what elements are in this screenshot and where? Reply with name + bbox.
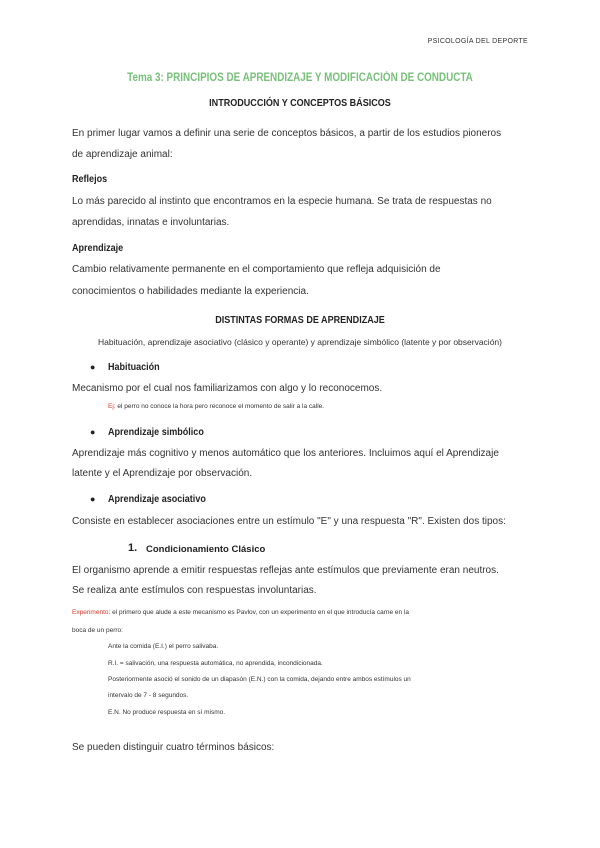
formas-summary: Habituación, aprendizaje asociativo (clásico y operante) y aprendizaje simbólico (latente y por observación)	[98, 337, 502, 347]
asociativo-heading: Aprendizaje asociativo	[108, 493, 206, 505]
running-header: PSICOLOGÍA DEL DEPORTE	[427, 38, 528, 45]
bullet-dot: ●	[90, 494, 96, 504]
example-label: Ej:	[108, 403, 116, 410]
reflejos-line-1: Lo más parecido al instinto que encontramos en la especie humana. Se trata de respuestas no	[72, 196, 492, 207]
aprendizaje-line-1: Cambio relativamente permanente en el comportamiento que refleja adquisición de	[72, 264, 441, 275]
aprendizaje-line-2: conocimientos o habilidades mediante la experiencia.	[72, 286, 309, 297]
bullet-dot: ●	[90, 362, 96, 372]
experiment-detail: Posteriormente asoció el sonido de un diapasón (E.N.) con la comida, dejando entre ambos estímulos un	[108, 676, 411, 683]
asociativo-line-1: Consiste en establecer asociaciones entre un estímulo "E" y una respuesta "R". Existen dos tipos:	[72, 516, 506, 527]
experiment-line-2: boca de un perro:	[72, 627, 123, 634]
clasico-line-2: Se realiza ante estímulos con respuestas involuntarias.	[72, 585, 317, 596]
bullet-dot: ●	[90, 427, 96, 437]
example-text: el perro no conoce la hora pero reconoce el momento de salir a la calle.	[115, 403, 325, 410]
intro-line-2: de aprendizaje animal:	[72, 149, 173, 160]
experiment-line-1	[72, 609, 409, 616]
aprendizaje-heading: Aprendizaje	[72, 242, 124, 254]
closing-line: Se pueden distinguir cuatro términos básicos:	[72, 742, 275, 753]
reflejos-line-2: aprendidas, innatas e involuntarias.	[72, 217, 230, 228]
reflejos-heading: Reflejos	[72, 173, 108, 185]
habituacion-heading: Habituación	[108, 361, 160, 373]
experiment-detail: Ante la comida (E.I.) el perro salivaba.	[108, 643, 219, 650]
clasico-line-1: El organismo aprende a emitir respuestas reflejas ante estímulos que previamente eran neutros.	[72, 565, 499, 576]
document-title: Tema 3: PRINCIPIOS DE APRENDIZAJE Y MODIFICACIÓN DE CONDUCTA	[127, 72, 473, 84]
simbolico-line-2: latente y el Aprendizaje por observación.	[72, 468, 253, 479]
experiment-label: Experimento	[72, 609, 109, 616]
clasico-heading: Condicionamiento Clásico	[146, 544, 266, 555]
formas-heading: DISTINTAS FORMAS DE APRENDIZAJE	[215, 314, 385, 326]
simbolico-line-1: Aprendizaje más cognitivo y menos automático que los anteriores. Incluimos aquí el Aprendizaje	[72, 448, 499, 459]
experiment-detail: E.N. No produce respuesta en sí mismo.	[108, 709, 226, 716]
simbolico-heading: Aprendizaje simbólico	[108, 426, 204, 438]
intro-heading: INTRODUCCIÓN Y CONCEPTOS BÁSICOS	[209, 97, 391, 109]
experiment-text: : el primero que alude a este mecanismo es Pavlov, con un experimento en el que introducía carne en la	[108, 609, 409, 616]
experiment-detail: intervalo de 7 - 8 segundos.	[108, 692, 189, 699]
clasico-number: 1.	[128, 542, 138, 554]
habituacion-example	[108, 403, 324, 410]
habituacion-line-1: Mecanismo por el cual nos familiarizamos con algo y lo reconocemos.	[72, 383, 383, 394]
experiment-detail: R.I. = salivación, una respuesta automática, no aprendida, incondicionada.	[108, 660, 323, 667]
intro-line-1: En primer lugar vamos a definir una serie de conceptos básicos, a partir de los estudios pioneros	[72, 128, 502, 139]
